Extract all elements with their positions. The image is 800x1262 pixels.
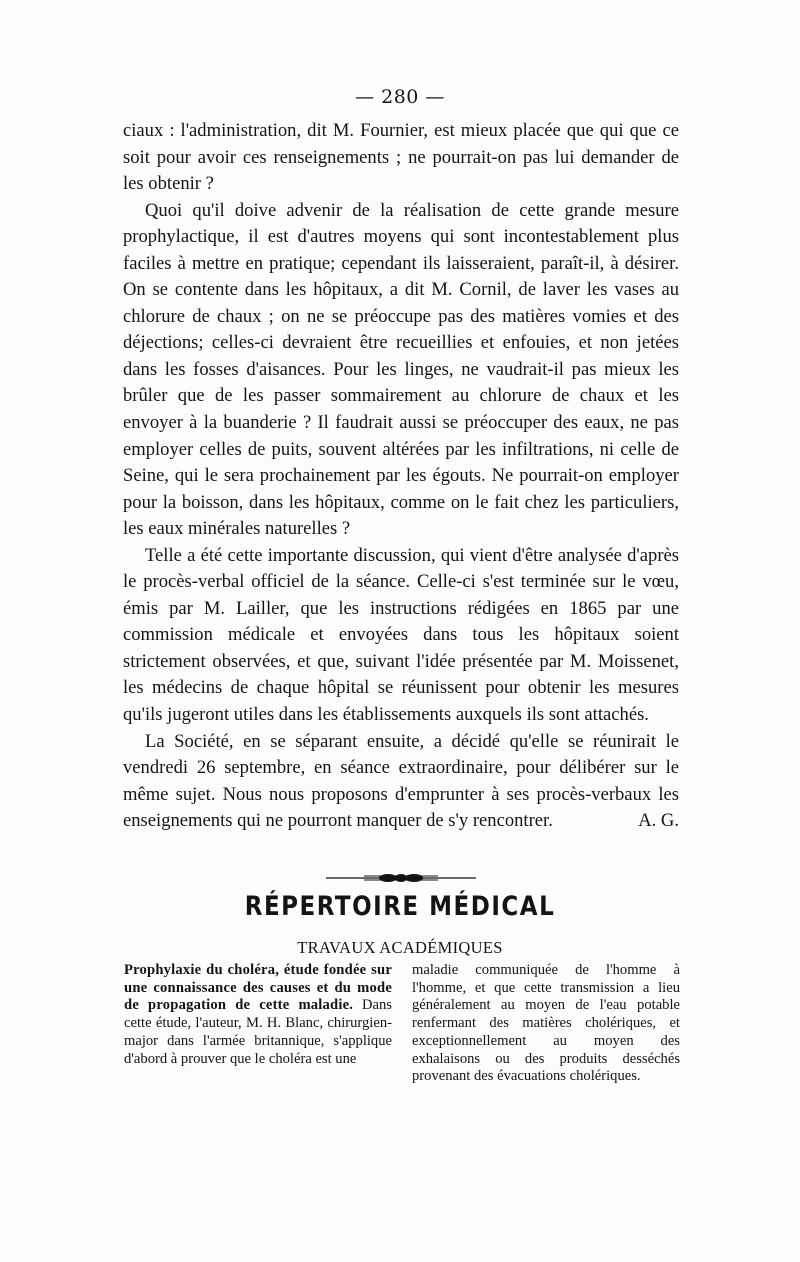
subsection-title: TRAVAUX ACADÉMIQUES [297, 938, 503, 957]
article-column-left [124, 962, 392, 1068]
body-text [123, 118, 679, 835]
closing-text: La Société, en se séparant ensuite, a décidé qu'elle se réunirait le vendredi 26 septembre, en séance extraordinaire, pour délibérer sur le même sujet. Nous nous proposons d'emprunter à ses procès-verbaux les enseignements qui ne pourront manquer de s'y rencontrer. [123, 730, 679, 832]
article-text-left: Dans cette étude, l'auteur, M. H. Blanc, chirurgien-major dans l'armée britannique, s'applique d'abord à prouver que le choléra est une [124, 997, 392, 1067]
ornamental-divider [326, 871, 476, 885]
paragraph-4 [123, 729, 679, 835]
paragraph-1: ciaux : l'administration, dit M. Fournier, est mieux placée que qui que ce soit pour avoir ces renseignements ; ne pourrait-on pas lui demander de les obtenir ? [123, 120, 679, 195]
page-number: — 280 — [355, 86, 445, 108]
article-column-right [412, 962, 680, 1086]
article-text-right: maladie communiquée de l'homme à l'homme, et que cette transmission a lieu généralement au moyen de l'eau potable renfermant des matières cholériques, et exceptionnellement au moyen des exhalaisons ou des produits desséchés provenant des évacuations cholériques. [412, 962, 680, 1085]
section-title: RÉPERTOIRE MÉDICAL [244, 892, 556, 922]
paragraph-2: Quoi qu'il doive advenir de la réalisation de cette grande mesure prophylactique, il est d'autres moyens qui sont incontestablement plus faciles à mettre en pratique; cependant ils laisseraient, paraît-il, à désirer. On se contente dans les hôpitaux, a dit M. Cornil, de laver les vases au chlorure de chaux ; on ne se préoccupe pas des matières vomies et des déjections; celles-ci devraient être recueillies et enfouies, et non jetées dans les fosses d'aisances. Pour les linges, ne vaudrait-il pas mieux les brûler que de les passer sommairement au chlorure de chaux et les envoyer à la buanderie ? Il faudrait aussi se préoccuper des eaux, ne pas employer celles de puits, souvent altérées par les infiltrations, ni celle de Seine, qui le sera prochainement par les égouts. Ne pourrait-on employer pour la boisson, dans les hôpitaux, comme on le fait chez les particuliers, les eaux minérales naturelles ? [123, 199, 679, 540]
author-signature: A. G. [638, 810, 679, 832]
article-heading: Prophylaxie du choléra, étude fondée sur une connaissance des causes et du mode de propagation de cette maladie. [124, 962, 392, 1014]
paragraph-3: Telle a été cette importante discussion, qui vient d'être analysée d'après le procès-verbal officiel de la séance. Celle-ci s'est terminée sur le vœu, émis par M. Lailler, que les instructions rédigées en 1865 par une commission médicale et envoyées dans tous les hôpitaux soient strictement observées, et que, suivant l'idée présentée par M. Moissenet, les médecins de chaque hôpital se réunissent pour obtenir les mesures qu'ils jugeront utiles dans les établissements auxquels ils sont attachés. [123, 544, 679, 726]
